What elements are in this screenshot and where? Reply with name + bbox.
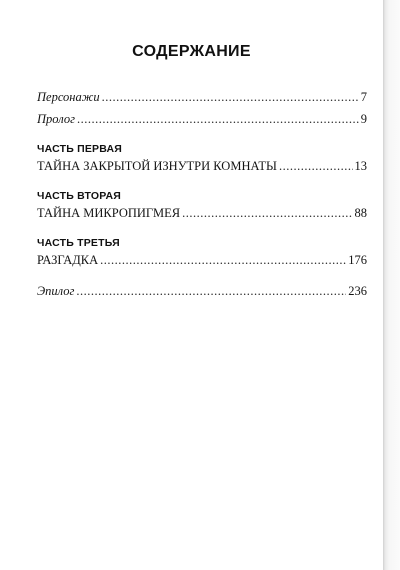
toc-entry-epilogue (37, 283, 367, 305)
part-heading-two: ЧАСТЬ ВТОРАЯ (37, 190, 122, 202)
page-edge-shadow (383, 0, 400, 570)
toc-page-number: 9 (360, 112, 367, 126)
toc-entry-part-one (37, 158, 367, 180)
toc-page-number: 236 (348, 284, 367, 298)
table-of-contents (37, 89, 367, 305)
dot-leader (279, 158, 353, 174)
dot-leader (77, 111, 359, 127)
dot-leader (100, 252, 346, 268)
toc-entry-part-two (37, 205, 367, 227)
toc-entry-label: Пролог (37, 112, 75, 126)
toc-entry-part-three (37, 252, 367, 274)
page-title: СОДЕРЖАНИЕ (132, 43, 251, 60)
toc-entry-label: РАЗГАДКА (37, 253, 99, 267)
toc-entry-label: Эпилог (37, 284, 75, 298)
toc-page-number: 176 (348, 253, 367, 267)
toc-page-number: 13 (354, 159, 367, 173)
toc-entry-prologue (37, 111, 367, 133)
dot-leader (102, 89, 359, 105)
dot-leader (182, 205, 352, 221)
toc-entry-characters (37, 89, 367, 111)
toc-entry-label: ТАЙНА МИКРОПИГМЕЯ (37, 206, 181, 220)
part-heading-one: ЧАСТЬ ПЕРВАЯ (37, 143, 123, 155)
part-heading-three: ЧАСТЬ ТРЕТЬЯ (37, 237, 120, 249)
toc-entry-label: Персонажи (37, 90, 100, 104)
toc-page-number: 88 (354, 206, 367, 220)
toc-page-number: 7 (360, 90, 367, 104)
dot-leader (76, 283, 346, 299)
toc-entry-label: ТАЙНА ЗАКРЫТОЙ ИЗНУТРИ КОМНАТЫ (37, 159, 277, 173)
